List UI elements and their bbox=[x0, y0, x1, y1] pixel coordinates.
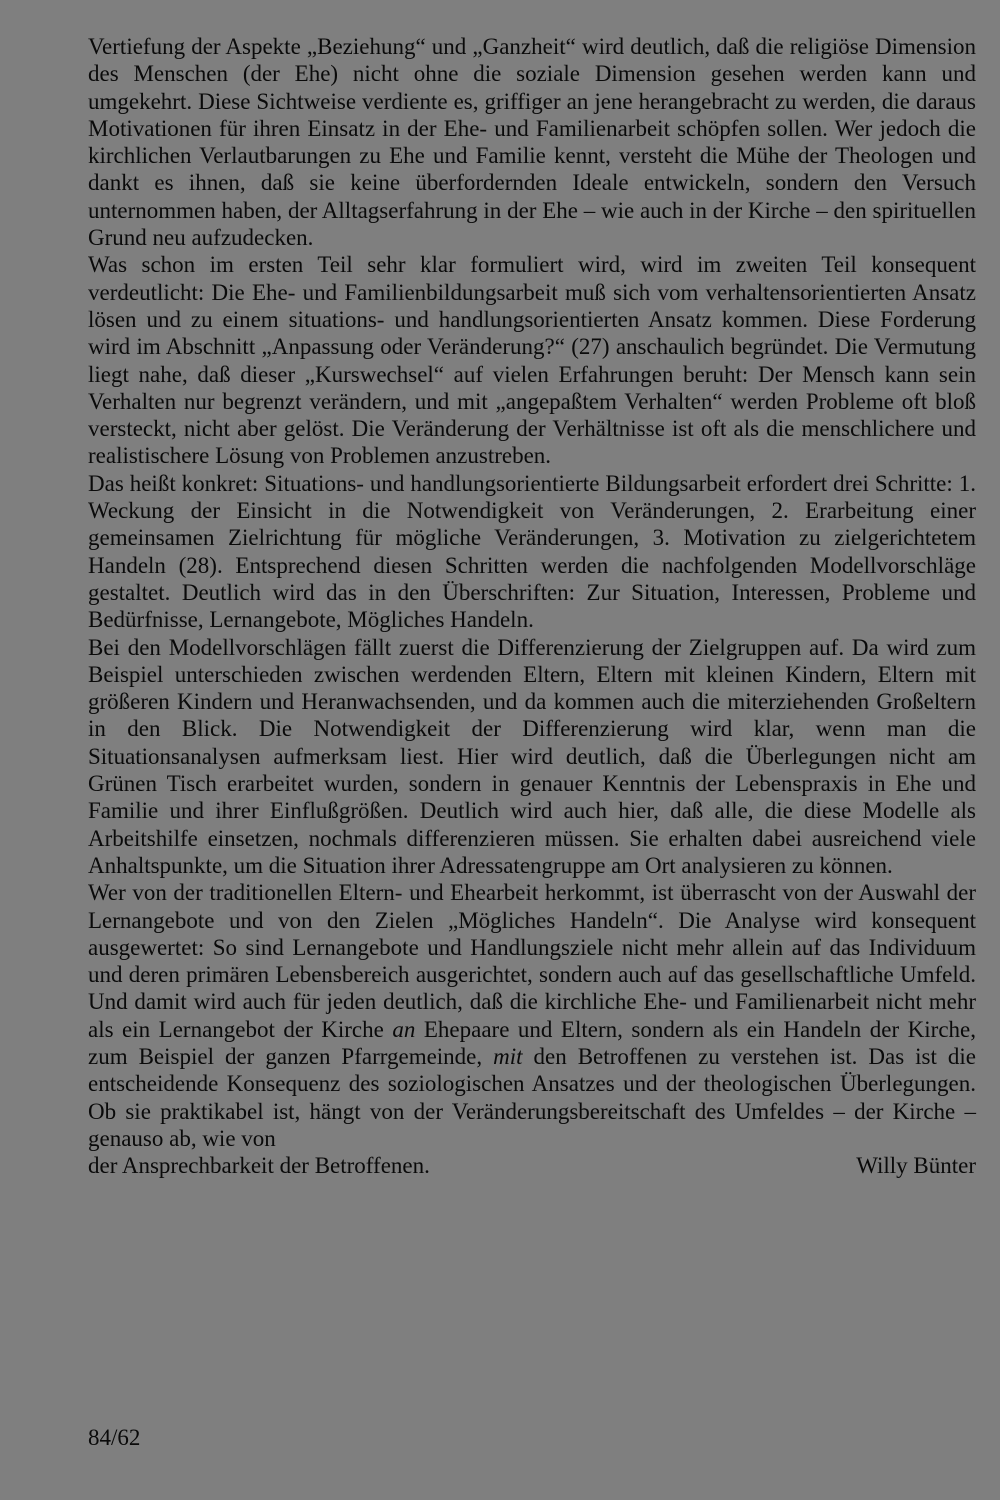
emphasis-text: an bbox=[392, 1016, 416, 1042]
text-segment: den Betroffenen zu verstehen ist. Das ist die entscheidende Konsequenz des soziologischen Ansatzes und der theologischen Überlegungen. Ob sie praktikabel ist, hängt von der Veränderungsbereitschaft des Umfeldes – der Kirche – genauso ab, wie von bbox=[88, 1043, 976, 1151]
text-segment: Ehepaare und Eltern, sondern als ein Handeln der Kirche, zum Beispiel der ganzen Pfarrgemeinde, bbox=[88, 1016, 976, 1069]
paragraph: Das heißt konkret: Situations- und handlungsorientierte Bildungsarbeit erfordert drei Schritte: 1. Weckung der Einsicht in die Notwendigkeit von Veränderungen, 2. Erarbeitung einer gemeinsamen Zielrichtung für mögliche Veränderungen, 3. Motivation zu zielgerichtetem Handeln (28). Entsprechend diesen Schritten werden die nachfolgenden Modellvorschläge gestaltet. Deutlich wird das in den Überschriften: Zur Situation, Interessen, Probleme und Bedürfnisse, Lernangebote, Mögliches Handeln. bbox=[88, 470, 976, 633]
page-number: 84/62 bbox=[88, 1425, 141, 1450]
article-text bbox=[88, 33, 976, 1179]
author-signature: Willy Bünter bbox=[856, 1153, 976, 1179]
paragraph: Bei den Modellvorschlägen fällt zuerst die Differenzierung der Zielgruppen auf. Da wird zum Beispiel unterschieden zwischen werdenden Eltern, Eltern mit kleinen Kindern, Eltern mit größeren Kindern und Heranwachsenden, und da kommen auch die miterziehenden Großeltern in den Blick. Die Notwendigkeit der Differenzierung wird klar, wenn man die Situationsanalysen aufmerksam liest. Hier wird deutlich, daß die Überlegungen nicht am Grünen Tisch erarbeitet wurden, sondern in genauer Kenntnis der Lebenspraxis in Ehe und Familie und ihrer Einflußgrößen. Deutlich wird auch hier, daß alle, die diese Modelle als Arbeitshilfe einsetzen, nochmals differenzieren müssen. Sie erhalten dabei ausreichend viele Anhaltspunkte, um die Situation ihrer Adressatengruppe am Ort analysieren zu können. bbox=[88, 634, 976, 878]
closing-line bbox=[88, 1152, 976, 1179]
final-paragraph bbox=[88, 879, 976, 1152]
paragraph: Vertiefung der Aspekte „Beziehung“ und „Ganzheit“ wird deutlich, daß die religiöse Dimension des Menschen (der Ehe) nicht ohne die soziale Dimension gesehen werden kann und umgekehrt. Diese Sichtweise verdiente es, griffiger an jene herangebracht zu werden, die daraus Motivationen für ihren Einsatz in der Ehe- und Familienarbeit schöpfen sollen. Wer jedoch die kirchlichen Verlautbarungen zu Ehe und Familie kennt, versteht die Mühe der Theologen und dankt es ihnen, daß sie keine überfordernden Ideale entwickeln, sondern den Versuch unternommen haben, der Alltagserfahrung in der Ehe – wie auch in der Kirche – den spirituellen Grund neu aufzudecken. bbox=[88, 34, 976, 251]
text-segment: Wer von der traditionellen Eltern- und Ehearbeit herkommt, ist überrascht von der Auswahl der Lernangebote und von den Zielen „Mögliches Handeln“. Die Analyse wird konsequent ausgewertet: So sind Lernangebote und Handlungsziele nicht mehr allein auf das Individuum und deren primären Lebensbereich ausgerichtet, sondern auch auf das gesellschaftliche Umfeld. Und damit wird auch für jeden deutlich, daß die kirchliche Ehe- und Familienarbeit nicht mehr als ein Lernangebot der Kirche bbox=[88, 880, 976, 1042]
closing-text: der Ansprechbarkeit der Betroffenen. bbox=[88, 1153, 430, 1179]
emphasis-text: mit bbox=[493, 1043, 523, 1069]
paragraph: Was schon im ersten Teil sehr klar formuliert wird, wird im zweiten Teil konsequent verdeutlicht: Die Ehe- und Familienbildungsarbeit muß sich vom verhaltensorientierten Ansatz lösen und zu einem situations- und handlungsorientierten Ansatz kommen. Diese Forderung wird im Abschnitt „Anpassung oder Veränderung?“ (27) anschaulich begründet. Die Vermutung liegt nahe, daß dieser „Kurswechsel“ auf vielen Erfahrungen beruht: Der Mensch kann sein Verhalten nur begrenzt verändern, und mit „angepaßtem Verhalten“ werden Probleme oft bloß versteckt, nicht aber gelöst. Die Veränderung der Verhältnisse ist oft als die menschlichere und realistischere Lösung von Problemen anzustreben. bbox=[88, 252, 976, 469]
